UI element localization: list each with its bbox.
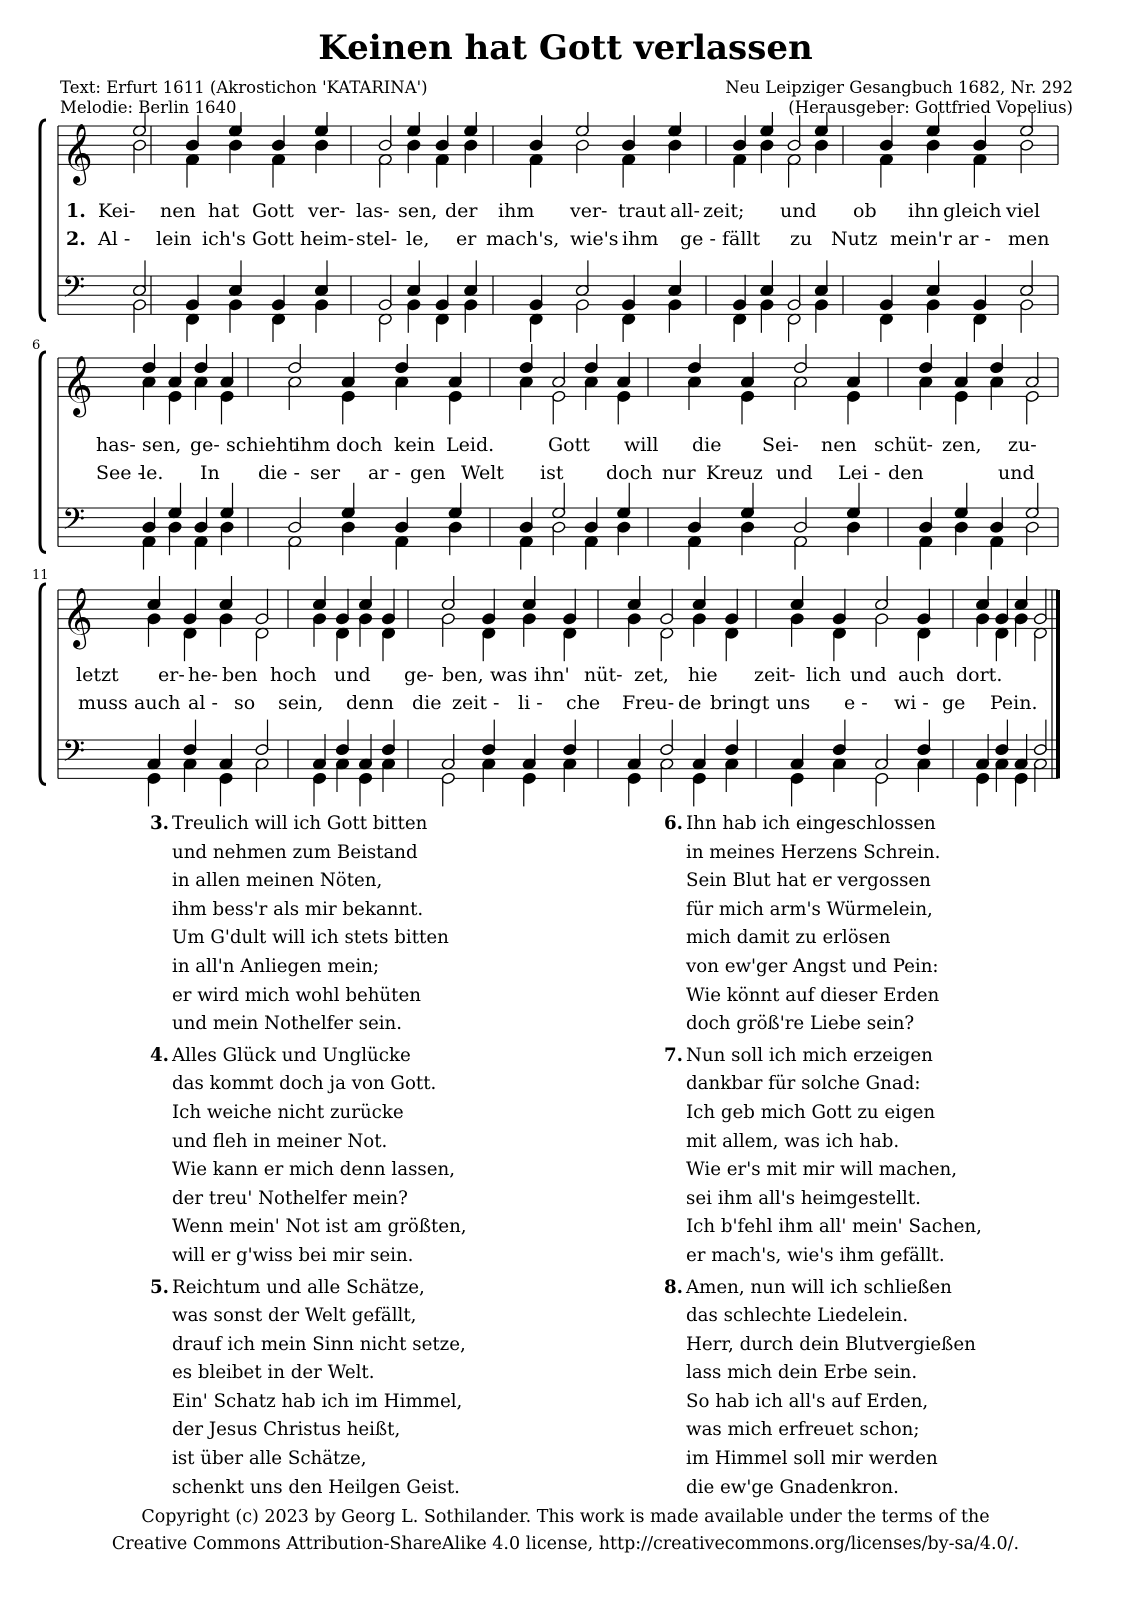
lyric-syllable: und — [998, 462, 1035, 484]
lyric-syllable: sen, — [398, 200, 438, 222]
lyric-syllable: die — [412, 692, 442, 714]
verse-line: Ich weiche nicht zurücke — [172, 1101, 404, 1123]
lyric-syllable: ob — [853, 200, 877, 222]
lyric-syllable: doch — [336, 434, 383, 456]
verse-line: Um G'dult will ich stets bitten — [172, 927, 449, 949]
lyric-syllable: men — [1008, 228, 1050, 250]
treble-staff — [58, 344, 1058, 424]
lyric-syllable: Sei- — [762, 434, 799, 456]
lyric-syllable: letzt — [76, 664, 119, 686]
lyric-syllable: der — [445, 200, 478, 222]
verse-line: in meines Herzens Schrein. — [686, 841, 941, 863]
lyric-syllable: ver- — [570, 200, 608, 222]
verse-line: Ein' Schatz hab ich im Himmel, — [172, 1390, 463, 1412]
verse-line: doch größ're Liebe sein? — [686, 1013, 915, 1035]
lyric-syllable: nüt- — [584, 664, 623, 686]
verse-line: Wie könnt auf dieser Erden — [686, 984, 940, 1006]
lyric-syllable: Kreuz — [706, 462, 763, 484]
staff-notation — [38, 344, 1098, 576]
lyric-syllable: lich — [806, 664, 842, 686]
lyric-syllable: und — [780, 200, 817, 222]
lyric-syllable: fällt — [722, 228, 761, 250]
verse-stanza — [664, 810, 982, 1039]
verses-right-column — [664, 810, 982, 1505]
lyric-syllable: ben — [222, 664, 258, 686]
lyric-syllable: kein — [394, 434, 436, 456]
lyric-syllable: ihm — [622, 228, 659, 250]
measure-number: 11 — [32, 568, 49, 583]
lyric-syllable: auch — [898, 664, 945, 686]
lyric-syllable: hat — [208, 200, 240, 222]
lyric-syllable: sein, — [278, 692, 324, 714]
verse-line: Reichtum und alle Schätze, — [172, 1276, 425, 1298]
verse-line: im Himmel soll mir werden — [686, 1448, 938, 1470]
verse-line: ist über alle Schätze, — [172, 1448, 367, 1470]
verse-line: und mein Nothelfer sein. — [172, 1013, 403, 1035]
lyric-syllable: ich's — [202, 228, 246, 250]
lyric-syllable: und — [850, 664, 887, 686]
lyric-syllable: ihn' — [534, 664, 570, 686]
lyric-syllable: ge- — [190, 434, 220, 456]
verse-line: mich damit zu erlösen — [686, 927, 891, 949]
verse-number: 3. — [150, 813, 169, 834]
verse-stanza — [150, 1042, 467, 1271]
lyric-syllable: Gott — [548, 434, 590, 456]
verse-line: Sein Blut hat er vergossen — [686, 870, 931, 892]
verse-number: 2. — [66, 228, 86, 250]
bass-staff — [58, 720, 1058, 807]
lyric-syllable: so — [234, 692, 256, 714]
verses-left-column — [150, 810, 467, 1505]
lyric-syllable: Nutz — [831, 228, 878, 250]
verse-line: ihm bess'r als mir bekannt. — [172, 898, 424, 920]
lyric-syllable: hie — [688, 664, 718, 686]
music-system-3 — [32, 568, 1098, 808]
verse-line: Wenn mein' Not ist am größten, — [172, 1216, 467, 1238]
lyric-syllable: nen — [821, 434, 857, 456]
verse-line: Ihn hab ich eingeschlossen — [686, 813, 936, 834]
lyric-syllable: Welt — [461, 462, 504, 484]
lyric-syllable: gen — [410, 462, 446, 484]
verse-line: will er g'wiss bei mir sein. — [172, 1244, 414, 1266]
lyric-syllable: Lei - — [838, 462, 881, 484]
lyric-syllable: stel- — [356, 228, 398, 250]
lyric-syllable: uns — [776, 692, 811, 714]
lyric-syllable: ser — [310, 462, 341, 484]
lyric-syllable: wi - — [894, 692, 929, 714]
verse-line: der Jesus Christus heißt, — [172, 1419, 401, 1441]
verse-line: Treulich will ich Gott bitten — [172, 813, 428, 834]
lyric-syllable: al - — [188, 692, 218, 714]
lyric-syllable: li - — [518, 692, 543, 714]
lyric-syllable: ge — [942, 692, 966, 714]
editor-info: (Herausgeber: Gottfried Vopelius) — [788, 98, 1073, 117]
verse-line: er mach's, wie's ihm gefällt. — [686, 1244, 945, 1266]
lyric-syllable: will — [624, 434, 659, 456]
verse-line: Alles Glück und Unglücke — [172, 1044, 411, 1066]
lyric-syllable: muss — [78, 692, 128, 714]
copyright-line-2: Creative Commons Attribution-ShareAlike 4.0 license, http://creativecommons.org/licenses/by-sa/4.0/. — [111, 1534, 1020, 1554]
lyric-syllable: See - — [96, 462, 144, 484]
lyric-syllable: zu- — [1008, 434, 1037, 456]
copyright-notice — [0, 1504, 1131, 1558]
lyric-syllable: ist — [540, 462, 564, 484]
lyric-syllable: Al - — [98, 228, 131, 250]
bass-clef-icon: 𝄢 — [62, 503, 86, 545]
lyric-syllable: schüt- — [874, 434, 933, 456]
lyric-syllable: che — [566, 692, 601, 714]
verse-line: Wie kann er mich denn lassen, — [172, 1159, 455, 1181]
verse-number: 1. — [66, 200, 86, 222]
verse-line: in allen meinen Nöten, — [172, 870, 383, 892]
lyric-syllable: mein'r — [890, 228, 952, 250]
lyric-syllable: le. — [140, 462, 164, 484]
lyric-syllable: all- — [670, 200, 700, 222]
lyric-syllable: ar - — [958, 228, 991, 250]
verse-line: mit allem, was ich hab. — [686, 1130, 900, 1152]
verse-line: was sonst der Welt gefällt, — [172, 1305, 417, 1327]
verse-line: Nun soll ich mich erzeigen — [686, 1044, 933, 1066]
lyric-syllable: was — [490, 664, 528, 686]
verse-line: Wie er's mit mir will machen, — [686, 1159, 958, 1181]
verse-line: die ew'ge Gnadenkron. — [686, 1476, 899, 1498]
lyric-syllable: er — [456, 228, 477, 250]
lyric-syllable: die - — [258, 462, 300, 484]
verse-line: das schlechte Liedelein. — [686, 1305, 909, 1327]
verse-stanza — [664, 1274, 982, 1503]
lyric-syllable: er- — [158, 664, 185, 686]
verse-line: sei ihm all's heimgestellt. — [686, 1187, 921, 1209]
measure-number: 6 — [32, 338, 41, 353]
copyright-line-1: Copyright (c) 2023 by Georg L. Sothilander. This work is made available under the terms of the — [141, 1507, 990, 1527]
lyric-syllable: doch — [606, 462, 653, 484]
verse-line: er wird mich wohl behüten — [172, 984, 421, 1006]
bass-clef-icon: 𝄢 — [62, 735, 86, 777]
lyric-syllable: traut — [618, 200, 666, 222]
page-title: Keinen hat Gott verlassen — [318, 28, 813, 68]
text-source: Text: Erfurt 1611 (Akrostichon 'KATARINA') — [60, 78, 428, 97]
verse-line: So hab ich all's auf Erden, — [686, 1390, 929, 1412]
lyric-syllable: hoch — [270, 664, 317, 686]
bass-staff — [58, 483, 1058, 570]
bass-clef-icon: 𝄢 — [62, 271, 86, 313]
lyric-syllable: ihm — [294, 434, 331, 456]
verse-line: der treu' Nothelfer mein? — [172, 1187, 408, 1209]
verse-number: 7. — [664, 1044, 683, 1066]
verse-stanza — [150, 1274, 467, 1503]
lyric-syllable: Gott — [252, 200, 294, 222]
verse-line: Ich b'fehl ihm all' mein' Sachen, — [686, 1216, 982, 1238]
bass-staff — [58, 260, 1058, 342]
lyric-syllable: denn — [346, 692, 394, 714]
verse-line: lass mich dein Erbe sein. — [686, 1362, 918, 1384]
treble-staff — [58, 112, 1058, 188]
lyric-syllable: zeit - — [452, 692, 500, 714]
verse-line: dankbar für solche Gnad: — [686, 1073, 921, 1095]
treble-staff — [58, 576, 1058, 661]
lyric-syllable: zeit- — [754, 664, 796, 686]
lyric-syllable: ar - — [368, 462, 401, 484]
lyric-syllable: gleich — [943, 200, 1002, 222]
system-brace — [40, 584, 46, 784]
lyric-syllable: und — [334, 664, 371, 686]
music-system-1 — [38, 112, 1098, 342]
lyric-syllable: heim- — [300, 228, 354, 250]
lyric-syllable: ge- — [404, 664, 434, 686]
lyric-syllable: die — [692, 434, 722, 456]
lyric-syllable: sen, — [142, 434, 182, 456]
treble-clef-icon: 𝄞 — [62, 123, 93, 184]
lyric-syllable: schieht — [226, 434, 296, 456]
verse-line: Amen, nun will ich schließen — [686, 1276, 952, 1298]
lyric-syllable: ihm — [498, 200, 535, 222]
lyric-syllable: Gott — [252, 228, 294, 250]
lyric-syllable: zen, — [942, 434, 982, 456]
lyric-syllable: Pein. — [990, 692, 1038, 714]
verse-line: in all'n Anliegen mein; — [172, 955, 380, 977]
lyric-syllable: le, — [406, 228, 430, 250]
verse-number: 8. — [664, 1276, 683, 1298]
lyric-syllable: bringt — [710, 692, 770, 714]
lyric-syllable: e - — [844, 692, 868, 714]
lyric-syllable: ihn — [908, 200, 939, 222]
lyric-syllable: zet, — [634, 664, 669, 686]
lyric-syllable: wie's — [570, 228, 619, 250]
verse-line: von ew'ger Angst und Pein: — [686, 955, 939, 977]
lyric-syllable: In — [200, 462, 220, 484]
treble-clef-icon: 𝄞 — [62, 587, 93, 648]
lyric-syllable: nen — [160, 200, 196, 222]
verse-line: es bleibet in der Welt. — [172, 1362, 375, 1384]
verse-number: 6. — [664, 813, 683, 834]
verse-line: schenkt uns den Heilgen Geist. — [172, 1476, 460, 1498]
verse-line: was mich erfreuet schon; — [686, 1419, 920, 1441]
lyric-syllable: ge - — [680, 228, 716, 250]
lyric-syllable: has- — [96, 434, 136, 456]
verse-line: und nehmen zum Beistand — [172, 841, 418, 863]
lyric-syllable: las- — [356, 200, 390, 222]
system-brace — [40, 352, 46, 552]
verse-line: für mich arm's Würmelein, — [686, 898, 933, 920]
lyric-syllable: he- — [188, 664, 218, 686]
verse-stanza — [664, 1042, 982, 1271]
lyric-syllable: mach's, — [486, 228, 560, 250]
verse-number: 5. — [150, 1276, 169, 1298]
lyric-syllable: auch — [134, 692, 181, 714]
lyric-syllable: den — [888, 462, 924, 484]
lyric-syllable: Kei- — [98, 200, 136, 222]
lyric-syllable: ben, — [442, 664, 484, 686]
hymnal-source: Neu Leipziger Gesangbuch 1682, Nr. 292 — [725, 78, 1073, 97]
lyric-syllable: und — [776, 462, 813, 484]
lyric-syllable: zu — [790, 228, 813, 250]
lyric-syllable: viel — [1006, 200, 1041, 222]
lyric-syllable: nur — [662, 462, 696, 484]
lyric-syllable: lein — [156, 228, 192, 250]
verse-line: Herr, durch dein Blutvergießen — [686, 1333, 976, 1355]
lyric-syllable: Freu- — [622, 692, 675, 714]
staff-notation — [38, 112, 1098, 342]
verse-line: und fleh in meiner Not. — [172, 1130, 388, 1152]
melody-source: Melodie: Berlin 1640 — [60, 98, 237, 117]
lyric-syllable: Leid. — [446, 434, 495, 456]
lyric-syllable: dort. — [956, 664, 1003, 686]
lyric-syllable: ver- — [308, 200, 346, 222]
verse-stanza — [150, 810, 467, 1039]
verse-line: drauf ich mein Sinn nicht setze, — [172, 1333, 466, 1355]
treble-clef-icon: 𝄞 — [62, 355, 93, 416]
lyric-syllable: de — [678, 692, 702, 714]
system-brace — [40, 120, 46, 320]
verse-line: Ich geb mich Gott zu eigen — [686, 1101, 936, 1123]
verse-line: das kommt doch ja von Gott. — [172, 1073, 437, 1095]
verse-number: 4. — [150, 1044, 169, 1066]
lyric-syllable: zeit; — [703, 200, 745, 222]
